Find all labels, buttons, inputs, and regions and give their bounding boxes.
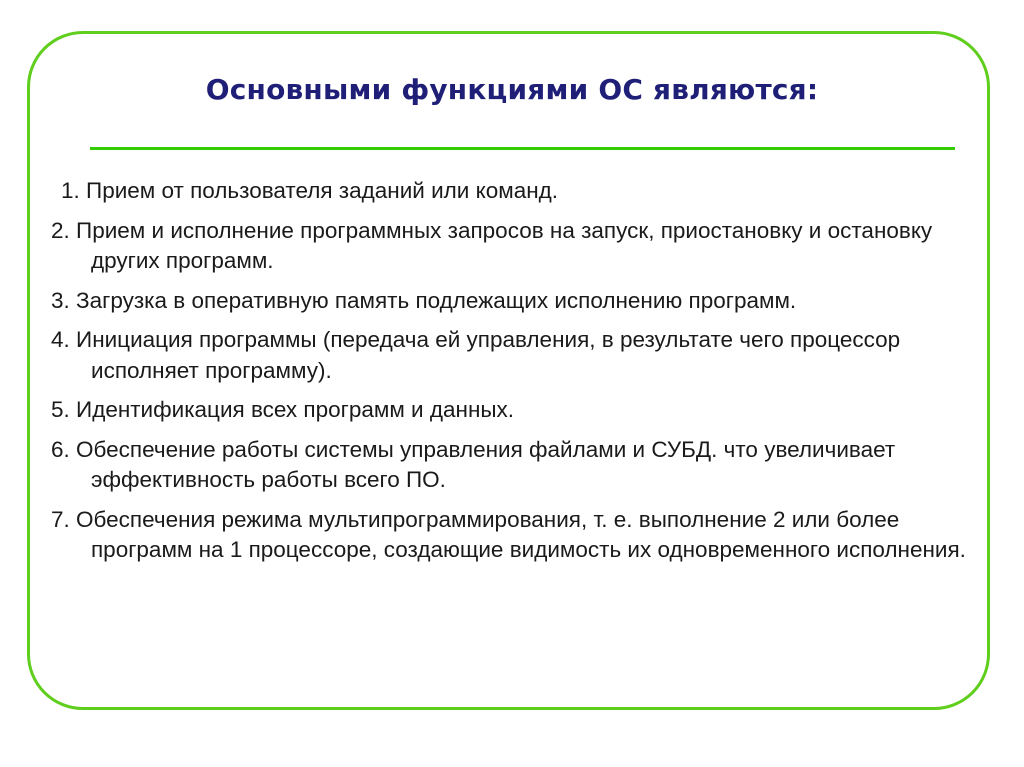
slide-title: Основными функциями ОС являются: bbox=[205, 73, 819, 106]
functions-list bbox=[51, 176, 971, 575]
list-item-4: 4. Инициация программы (передача ей управления, в результате чего процессор исполняет программу). bbox=[51, 327, 901, 383]
list-item-7: 7. Обеспечения режима мультипрограммирования, т. е. выполнение 2 или более программ на 1 процессоре, создающие видимость их одновременного исполнения. bbox=[51, 506, 966, 562]
list-item-6: 6. Обеспечение работы системы управления файлами и СУБД. что увеличивает эффективность работы всего ПО. bbox=[51, 436, 896, 492]
list-item-1: 1. Прием от пользователя заданий или команд. bbox=[61, 178, 559, 203]
list-item-3: 3. Загрузка в оперативную память подлежащих исполнению программ. bbox=[51, 287, 797, 313]
list-item-2: 2. Прием и исполнение программных запросов на запуск, приостановку и остановку других программ. bbox=[51, 217, 933, 273]
list-item-5: 5. Идентификация всех программ и данных. bbox=[51, 397, 515, 422]
title-divider bbox=[90, 147, 955, 150]
